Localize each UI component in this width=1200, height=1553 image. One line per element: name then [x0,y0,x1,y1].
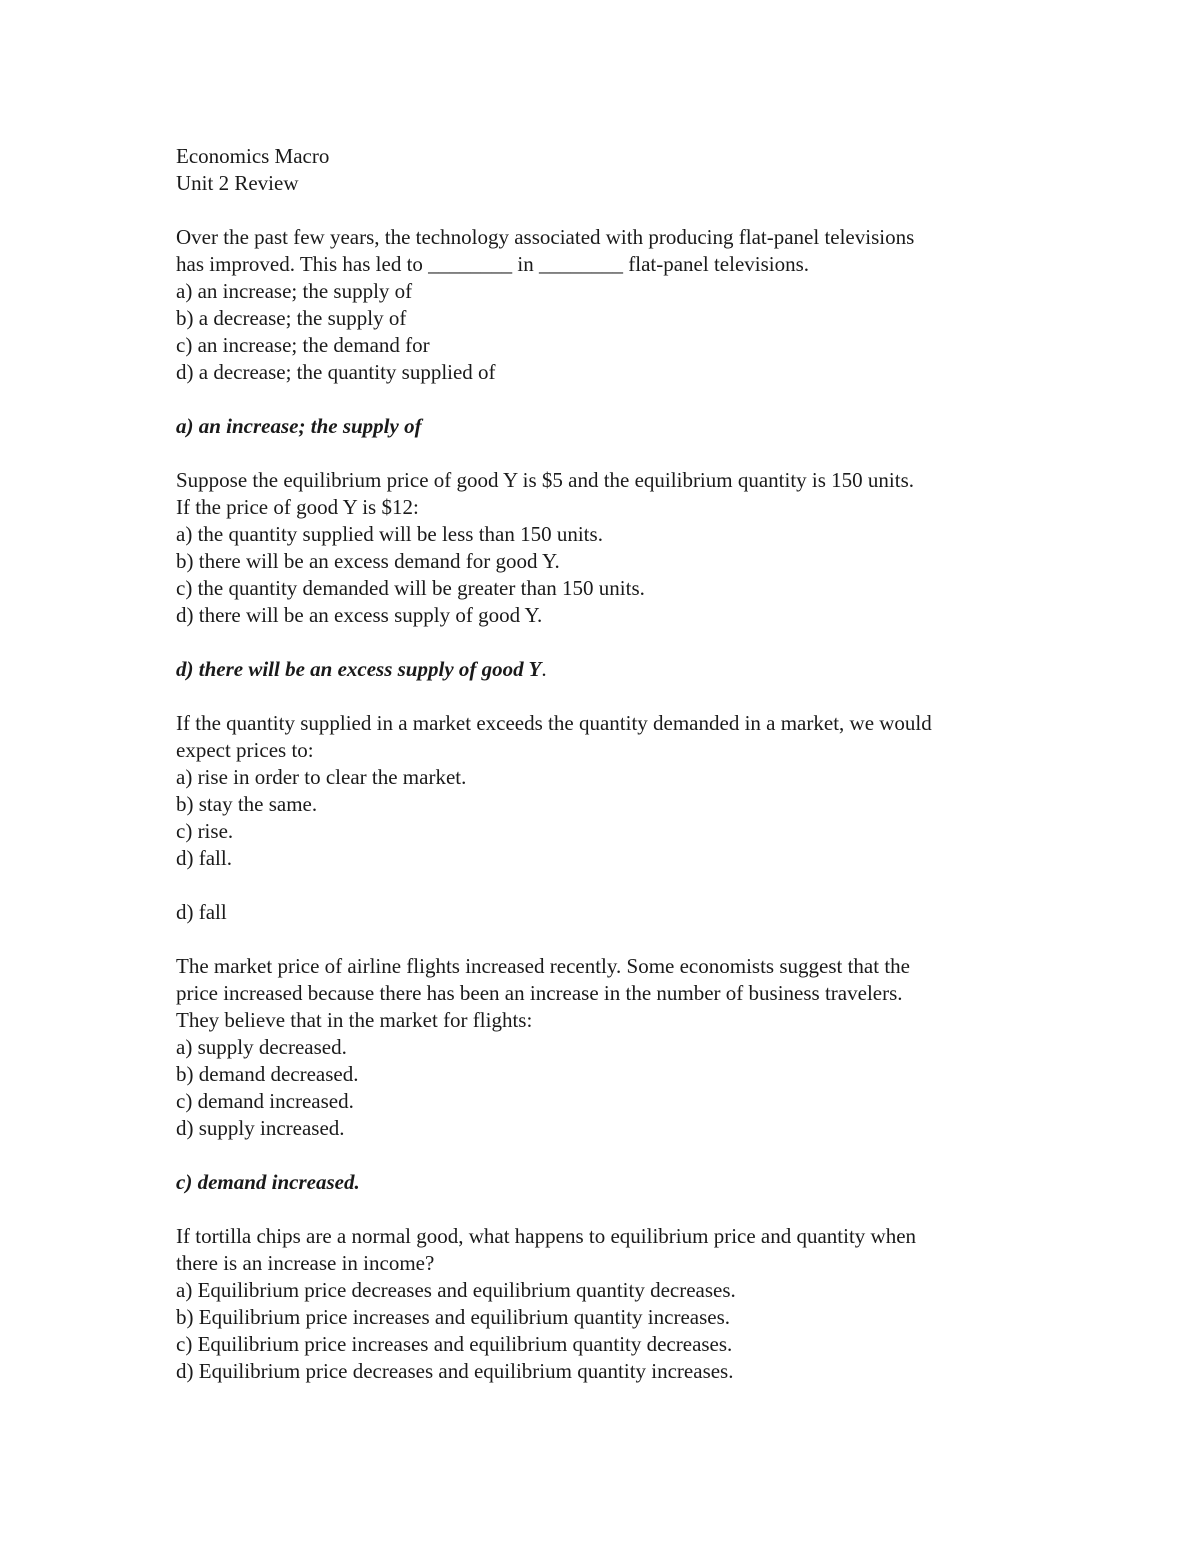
spacer [176,197,1076,224]
option-d: d) a decrease; the quantity supplied of [176,360,496,384]
option-a: a) supply decreased. [176,1035,347,1059]
answer-suffix: . [541,657,547,681]
answer: d) fall [176,900,227,924]
document-page [176,143,1076,1385]
question-stem-line: expect prices to: [176,738,314,762]
answer: a) an increase; the supply of [176,414,422,438]
answer-line [176,656,1076,683]
spacer [176,1196,1076,1223]
option-a: a) an increase; the supply of [176,279,413,303]
option-c: c) an increase; the demand for [176,333,430,357]
option-b: b) Equilibrium price increases and equilibrium quantity increases. [176,1305,730,1329]
answer: d) there will be an excess supply of good Y [176,657,542,681]
option-d: d) supply increased. [176,1116,345,1140]
question-1 [176,224,1076,467]
question-2 [176,467,1076,710]
question-stem-line: there is an increase in income? [176,1251,435,1275]
question-stem-line: If the price of good Y is $12: [176,495,419,519]
question-stem-line: has improved. This has led to ________ in ________ flat-panel televisions. [176,252,810,276]
option-c: c) rise. [176,819,234,843]
option-d: d) fall. [176,846,232,870]
question-5 [176,1223,1076,1385]
question-stem-line: price increased because there has been an increase in the number of business travelers. [176,981,903,1005]
answer: c) demand increased. [176,1170,360,1194]
option-c: c) demand increased. [176,1089,354,1113]
spacer [176,1142,1076,1169]
option-a: a) the quantity supplied will be less than 150 units. [176,522,603,546]
option-b: b) a decrease; the supply of [176,306,407,330]
spacer [176,440,1076,467]
spacer [176,629,1076,656]
spacer [176,683,1076,710]
question-stem-line: Over the past few years, the technology associated with producing flat-panel televisions [176,225,915,249]
option-c: c) the quantity demanded will be greater than 150 units. [176,576,645,600]
option-a: a) Equilibrium price decreases and equilibrium quantity decreases. [176,1278,736,1302]
question-stem-line: They believe that in the market for flights: [176,1008,533,1032]
spacer [176,386,1076,413]
question-stem-line: If the quantity supplied in a market exceeds the quantity demanded in a market, we would [176,711,932,735]
unit-title: Unit 2 Review [176,171,299,195]
option-d: d) Equilibrium price decreases and equilibrium quantity increases. [176,1359,734,1383]
option-c: c) Equilibrium price increases and equilibrium quantity decreases. [176,1332,733,1356]
spacer [176,926,1076,953]
question-stem-line: The market price of airline flights increased recently. Some economists suggest that the [176,954,910,978]
question-4 [176,953,1076,1223]
question-3 [176,710,1076,953]
option-b: b) there will be an excess demand for good Y. [176,549,560,573]
course-title: Economics Macro [176,144,330,168]
question-stem-line: If tortilla chips are a normal good, what happens to equilibrium price and quantity when [176,1224,917,1248]
spacer [176,872,1076,899]
option-b: b) demand decreased. [176,1062,359,1086]
option-a: a) rise in order to clear the market. [176,765,467,789]
option-d: d) there will be an excess supply of good Y. [176,603,543,627]
question-stem-line: Suppose the equilibrium price of good Y is $5 and the equilibrium quantity is 150 units. [176,468,915,492]
option-b: b) stay the same. [176,792,318,816]
